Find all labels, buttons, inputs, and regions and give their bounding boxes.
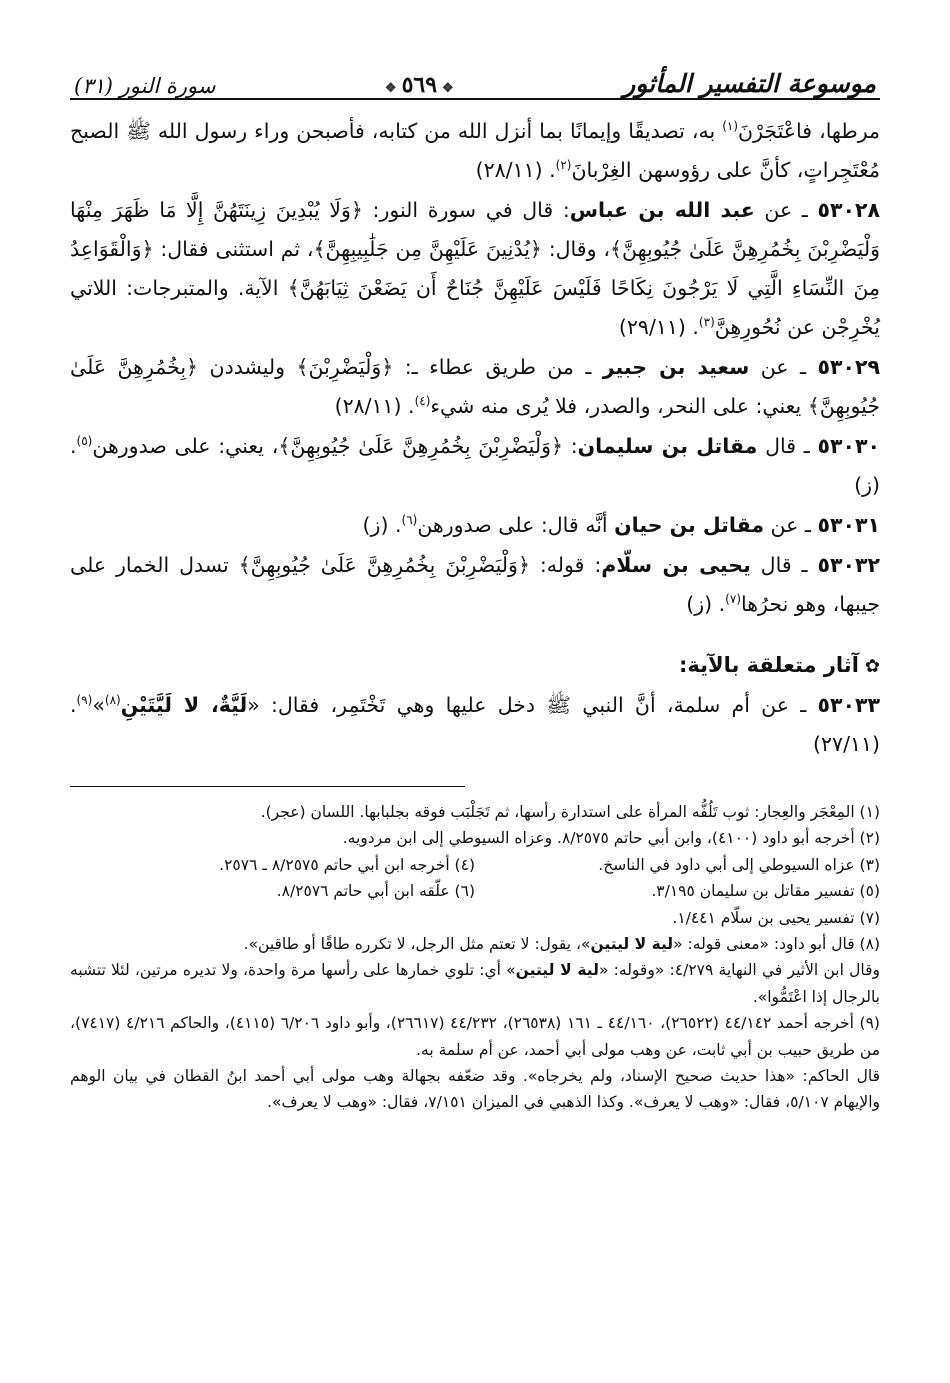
quran-quote: ﴿وَلْيَضْرِبْنَ بِخُمُرِهِنَّ عَلَىٰ جُيُوبِهِنَّ﴾ (238, 553, 530, 577)
text: . (685, 315, 699, 339)
narrator-name: عبد الله بن عباس (569, 198, 755, 222)
section-title: آثار متعلقة بالآية: (678, 653, 859, 677)
footnote-2: (٢) أخرجه أبو داود (٤١٠٠)، وابن أبي حاتم ٨/٢٥٧٥. وعزاه السيوطي إلى ابن مردويه. (342, 829, 880, 848)
narration-number: ٥٣٠٣٣ (817, 693, 880, 717)
text: ، وقال: (541, 237, 610, 261)
text: ـ قال (750, 553, 818, 577)
quran-quote: ﴿وَالْقَوَاعِدُ مِنَ النِّسَاءِ الَّتِي لَا يَرْجُونَ نِكَاحًا فَلَيْسَ عَلَيْهِنَّ جُنَاحٌ أَن يَضَعْنَ ثِيَابَهُنَّ﴾ (70, 237, 880, 300)
footnote-4: (٤) أخرجه ابن أبي حاتم ٨/٢٥٧٥ ـ ٢٥٧٦. (219, 855, 475, 874)
text: أنَّه قال: على صدورهن (417, 513, 615, 537)
narration-53030 (70, 427, 880, 505)
footnote-marker[interactable]: (٤) (414, 394, 431, 409)
text: (٨) قال أبو داود: «معنى قوله: « (673, 935, 880, 954)
footnote-8-continued (70, 957, 880, 1010)
text: » أي: تلوي خمارها على رأسها مرة واحدة، ولا تديره مرتين، لئلا تتشبه بالرجال إذا اعْتَمُّوا». (70, 961, 880, 1006)
quran-quote: ﴿بِخُمُرِهِنَّ عَلَىٰ جُيُوبِهِنَّ﴾ (70, 355, 880, 418)
footnote-8 (70, 931, 880, 957)
ornament-icon: ❖ (384, 81, 397, 96)
text: مرطها، فاعْتَجَرْنَ (738, 119, 880, 143)
quran-quote: ﴿يُدْنِينَ عَلَيْهِنَّ مِن جَلَٰبِيبِهِنَّ﴾ (313, 237, 542, 261)
footnote-6: (٦) علّقه ابن أبي حاتم ٨/٢٥٧٦. (276, 882, 475, 901)
footnote-marker[interactable]: (٥) (76, 434, 93, 449)
text: . (401, 394, 415, 418)
text: يعني: على النحر، والصدر، فلا يُرى منه شيء (430, 394, 808, 418)
text: وقال ابن الأثير في النهاية ٤/٢٧٩: «وقوله: « (598, 961, 881, 980)
paragraph-continuation (70, 112, 880, 190)
footnote-marker[interactable]: (٨) (104, 693, 121, 708)
text: تسدل الخمار على جيبها، وهو نحرُها (70, 553, 880, 616)
narrator-name: يحيى بن سلّام (601, 553, 751, 577)
page-number-block (380, 72, 459, 98)
footnote-7: (٧) تفسير يحيى بن سلّام ١/٤٤١. (672, 908, 880, 927)
text: . (712, 592, 726, 616)
footnote-row (70, 878, 880, 904)
book-title: موسوعة التفسير المأثور (623, 69, 876, 98)
text: ، ثم استثنى فقال: (153, 237, 314, 261)
text: . (70, 693, 77, 717)
text: الآية. والمتبرجات: اللاتي يُخْرِجْن عن نُحُورِهِنَّ (70, 276, 880, 339)
footnote-marker[interactable]: (١) (722, 119, 739, 134)
text: ـ قال (757, 434, 818, 458)
ornament-icon: ❖ (442, 81, 454, 96)
text: ، يعني: على صدورهن (92, 434, 279, 458)
source-mark: (ز) (362, 513, 389, 537)
hadith-phrase: لية لا ليتين (590, 935, 674, 954)
footnotes (70, 799, 880, 1116)
text: . (388, 513, 402, 537)
text: ـ عن (764, 513, 818, 537)
source-mark: (ز) (686, 592, 713, 616)
text: . (70, 434, 77, 458)
narration-53032 (70, 546, 880, 624)
footnote-marker[interactable]: (٩) (76, 693, 93, 708)
text: » (92, 693, 105, 717)
footnote-marker[interactable]: (٣) (698, 315, 715, 330)
footnote-1: (١) المِعْجَر والعِجار: ثوب تَلُفُّه المرأة على استدارة رأسها، ثم تَجَلْبَب فوقه بجلبابها. اللسان (عجر). (260, 803, 880, 821)
narration-number: ٥٣٠٣٠ (817, 434, 880, 458)
narrator-name: سعيد بن جبير (602, 355, 750, 379)
text: به، تصديقًا وإيمانًا بما أنزل الله من كتابه، فأصبحن وراء رسول الله ﷺ الصبح مُعْتَجِراتٍ، كأنَّ على رؤوسهن الغِرْبانَ (70, 119, 880, 182)
text: ـ من طريق عطاء ـ: (393, 355, 603, 379)
volume-reference: (٢٨/١١) (334, 394, 402, 418)
quran-quote: ﴿وَلَا يُبْدِينَ زِينَتَهُنَّ إِلَّا مَا ظَهَرَ مِنْهَا وَلْيَضْرِبْنَ بِخُمُرِهِنَّ عَلَىٰ جُيُوبِهِنَّ﴾ (70, 198, 881, 261)
quran-quote: ﴿وَلْيَضْرِبْنَ﴾ (296, 355, 394, 379)
text: ـ عن أم سلمة، أنَّ النبي ﷺ دخل عليها وهي تَخْتَمِر، فقال: « (247, 693, 818, 717)
page-number: ٥٦٩ (401, 72, 438, 98)
quran-quote: ﴿وَلْيَضْرِبْنَ بِخُمُرِهِنَّ عَلَىٰ جُيُوبِهِنَّ﴾ (278, 434, 564, 458)
source-mark: (ز) (854, 473, 880, 497)
narration-number: ٥٣٠٣١ (817, 513, 880, 537)
running-header (70, 58, 880, 100)
narrator-name: مقاتل بن سليمان (577, 434, 758, 458)
surah-label: سورة النور (٣١) (74, 74, 216, 98)
footnote-marker[interactable]: (٦) (401, 513, 418, 528)
hadith-phrase: لية لا ليتين (515, 961, 599, 980)
text: وليشددن (198, 355, 297, 379)
volume-reference: (٢٧/١١) (813, 732, 880, 756)
footnote-3: (٣) عزاه السيوطي إلى أبي داود في الناسخ. (598, 855, 880, 874)
text: ـ عن (749, 355, 818, 379)
footnote-row (70, 852, 880, 878)
book-page (70, 58, 880, 1116)
footnote-9: (٩) أخرجه أحمد ٤٤/١٤٢ (٢٦٥٢٢)، ٤٤/١٦٠ ـ ١٦١ (٢٦٥٣٨)، ٤٤/٢٣٢ (٢٦٦١٧)، وأبو داود ٦/٢٠٦ (٤١١٥)، والحاكم ٤/٢١٦ (٧٤١٧)، من طريق حبيب بن أبي ثابت، عن وهب مولى أبي أحمد، عن أم سلمة به. (70, 1014, 880, 1059)
text: : (563, 434, 578, 458)
footnote-separator (70, 786, 465, 787)
hadith-phrase: لَيَّةٌ، لا لَيَّتَيْنِ (120, 693, 248, 717)
narration-53029 (70, 348, 880, 426)
narration-number: ٥٣٠٢٨ (817, 198, 881, 222)
narration-number: ٥٣٠٣٢ (817, 553, 880, 577)
narration-53033 (70, 686, 880, 764)
narration-number: ٥٣٠٢٩ (817, 355, 880, 379)
section-heading (70, 646, 880, 686)
text: : قوله: (529, 553, 602, 577)
narrator-name: مقاتل بن حيان (614, 513, 765, 537)
text: : قال في سورة النور: (362, 198, 570, 222)
flower-ornament-icon: ✿ (864, 656, 880, 677)
footnote-5: (٥) تفسير مقاتل بن سليمان ٣/١٩٥. (651, 882, 880, 901)
footnote-9-continued: قال الحاكم: «هذا حديث صحيح الإسناد، ولم يخرجاه». وقد ضعّفه بجهالة وهب مولى أبي أحمد ابنُ القطان في بيان الوهم والإيهام ٥/١٠٧، فقال: «وهب لا يعرف». وكذا الذهبي في الميزان ٧/١٥١، فقال: «وهب لا يعرف». (70, 1067, 880, 1112)
footnote-marker[interactable]: (٧) (725, 592, 741, 607)
footnote-marker[interactable]: (٢) (555, 158, 572, 173)
text: . (542, 158, 556, 182)
narration-53028 (70, 191, 880, 347)
volume-reference: (٢٨/١١) (475, 158, 543, 182)
text: ـ عن (754, 198, 818, 222)
narration-53031 (70, 506, 880, 545)
main-text (70, 112, 880, 764)
text: »، يقول: لا تعتم مثل الرجل، لا تكرره طاقًا أو طاقين». (243, 935, 591, 954)
volume-reference: (٢٩/١١) (618, 315, 686, 339)
